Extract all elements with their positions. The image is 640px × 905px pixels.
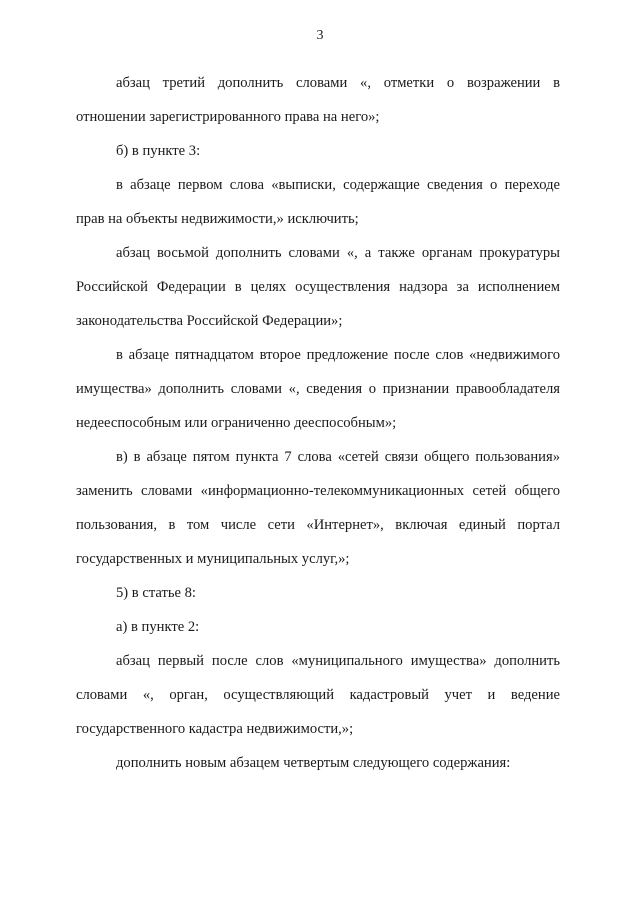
- paragraph-10: дополнить новым абзацем четвертым следующего содержания:: [116, 755, 511, 771]
- paragraph-7: 5) в статье 8:: [116, 585, 196, 601]
- paragraph-3: в абзаце первом слова «выписки, содержащие сведения о переходе прав на объекты недвижимости,» исключить;: [76, 177, 560, 227]
- paragraph-4: абзац восьмой дополнить словами «, а также органам прокуратуры Российской Федерации в целях осуществления надзора за исполнением законодательства Российской Федерации»;: [76, 245, 560, 329]
- paragraph-9: абзац первый после слов «муниципального имущества» дополнить словами «, орган, осуществляющий кадастровый учет и ведение государственного кадастра недвижимости,»;: [76, 653, 560, 737]
- paragraph-6: в) в абзаце пятом пункта 7 слова «сетей связи общего пользования» заменить словами «информационно-телекоммуникационных сетей общего пользования, в том числе сети «Интернет», включая единый портал государственных и муниципальных услуг,»;: [76, 449, 560, 567]
- document-body: [76, 66, 560, 780]
- paragraph-2: б) в пункте 3:: [116, 143, 201, 159]
- paragraph-1: абзац третий дополнить словами «, отметки о возражении в отношении зарегистрированного права на него»;: [76, 75, 560, 125]
- page-number: 3: [316, 28, 324, 43]
- paragraph-5: в абзаце пятнадцатом второе предложение после слов «недвижимого имущества» дополнить словами «, сведения о признании правообладателя недееспособным или ограниченно дееспособным»;: [76, 347, 560, 431]
- paragraph-8: а) в пункте 2:: [116, 619, 200, 635]
